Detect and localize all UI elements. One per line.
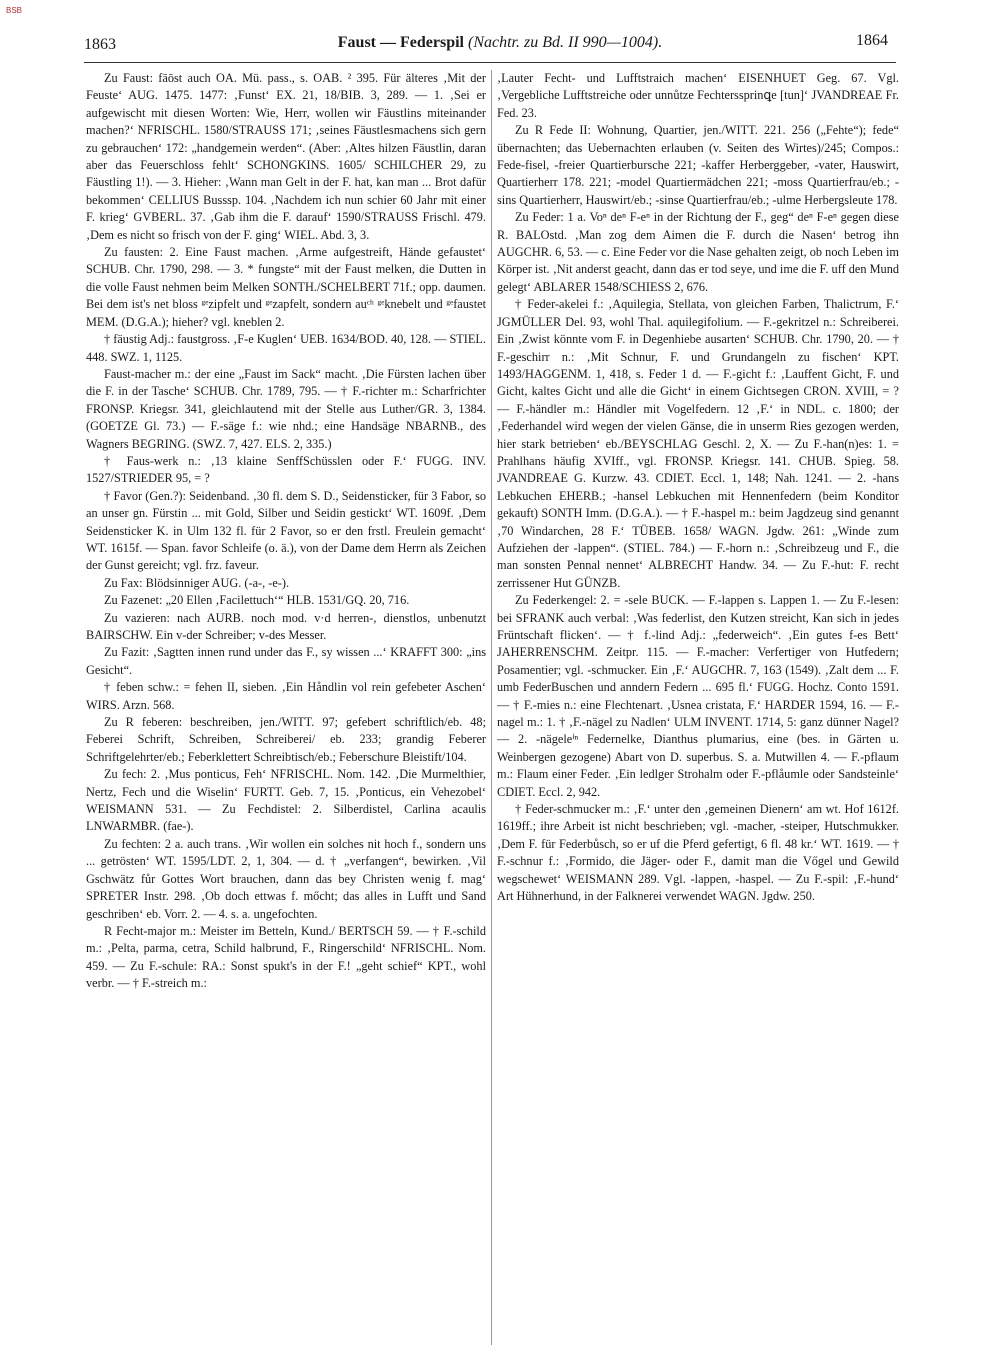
entry-feder: Zu Feder: 1 a. Voⁿ deⁿ F-eⁿ in der Richtung der F., geg“ deⁿ F-eⁿ gegen diese R. BALOstd. ‚Man zog dem Aimen die F. durch die Nasen‘ betrog ihn AUGCHR. 6, 53. — c. Eine Feder vor die Nase gehalten zeigt, ob noch Leben im Körper ist. ‚Nit anderst geacht, dann das er tod seye, und ime die F. uff den Mund gelegt‘ ABLARER 1548/SCHIESS 2, 676. <box>497 210 899 294</box>
entry-vazieren: Zu vazieren: nach AURB. noch mod. v·d herren-, dienstlos, unbenutzt BAIRSCHW. Ein v-der Schreiber; v-des Messer. <box>86 610 486 642</box>
entry-fecht-streich-cont: ‚Lauter Fecht- und Lufftstraich machen‘ EISENHUET Geg. 67. Vgl. ‚Vergebliche Lufftstreiche oder unnůtze Fechterssprinꝗe [tun]‘ JVANDREAE Fr. Fed. 23. <box>497 71 899 120</box>
entry-fax: Zu Fax: Blödsinniger AUG. (-a-, -e-). <box>104 575 290 590</box>
entry-faus-werk: † Faus-werk n.: ‚13 klaine SenffSchüsslen oder F.‘ FUGG. INV. 1527/STRIEDER 95, = ? <box>86 453 486 486</box>
entry-faeustig: † fäustig Adj.: faustgross. ‚F-e Kuglen‘ UEB. 1634/BOD. 40, 128. — STIEL. 448. SWZ. 1, 1125. <box>86 332 486 364</box>
right-column <box>497 70 899 1350</box>
entry-fech: Zu fech: 2. ‚Mus ponticus, Feh‘ NFRISCHL. Nom. 142. ‚Die Murmelthier, Nertz, Fech und die Wiselin‘ FURTT. Geb. 7, 15. ‚Ponticus, ein Vehezobel‘ WEISMANN 531. — Zu Fechdistel: 2. Silberdistel, Carlina acaulis LNWARMBR. (fae-). <box>86 767 486 834</box>
entry-feben: † feben schw.: = fehen II, sieben. ‚Ein Håndlin vol rein gefebeter Aschen‘ WIRS. Arzn. 568. <box>86 680 486 712</box>
entry-faust-macher: Faust-macher m.: der eine „Faust im Sack“ macht. ‚Die Fürsten lachen über die F. in der Tasche‘ SCHUB. Chr. 1789, 795. — † F.-richter m.: Scharfrichter FRONSP. Kriegsr. 341, gleichlautend mit der Stelle aus Luther/GR. 3, 1384. (GOETZE Gl. 73.) — F.-säge f.: wie nhd.; eine Handsäge NBARNB., des Wagners BEGRING. (SWZ. 7, 427. ELS. 2, 335.) <box>86 366 486 451</box>
page-number-left: 1863 <box>84 36 116 53</box>
running-title-main: Faust — Federspil <box>337 34 464 51</box>
header-rule <box>84 62 896 63</box>
entry-faust: Zu Faust: fāōst auch OA. Mü. pass., s. OAB. ² 395. Für älteres ‚Mit der Feuste‘ AUG. 1475. 1477: ‚Funst‘ EX. 21, 18/BIB. 3, 289. — 1. ‚Sei er aufgewischt mit diesen Worten: Wie, Herr, wollen wir Fäustlins miteinander machen?‘ NFRISCHL. 1580/STRAUSS 171; ‚seines Fäustlesmachens sich gern zu gebrauchen‘ 172: „handgemein werden“. (Aber: ‚Altes hilzen Fäustlin, daran aber das Feuerschloss fehlt‘ SCHONGKINS. 1605/ SCHILCHER 29, zu Fäustling 1!). — 3. Hieher: ‚Wann man Gelt in der F. hat, kan man ... Brot dafür bekommen‘ CELLIUS Busssp. 104. ‚Nachdem ich nun schier 60 Jahr mit einer F. krieg‘ GVBERL. 37. ‚Gab ihm die F. darauf‘ 1590/STRAUSS Frischl. 479. ‚Dem es nicht so frisch von der F. ging‘ WIEL. Abd. 3, 3. <box>86 71 486 242</box>
entry-federkengel: Zu Federkengel: 2. = -sele BUCK. — F.-lappen s. Lappen 1. — Zu F.-lesen: bei SFRANK auch verbal: ‚Was federlist, den Kutzen streicht, Kan sich in jedes Früntschaft flicken‘. — † f.-lind Adj.: „federweich“. ‚Ein gutes f-es Bett‘ JAHERRENSCHM. Zeitpr. 115. — F.-macher: Verfertiger von Hutfedern; Posamentier; vgl. -schmucker. Ein ‚F.‘ AUGCHR. 7, 163 (1549). ‚Zalt dem ... F. umb FederBuschen und anndern Federn ... 695 fl.‘ FUGG. Hochz. Conto 1591. — † F.-mies n.: eine Flechtenart. ‚Usnea cristata, F.‘ HARDER 1594, 16. — F.-nagel m.: 1. † ‚F.-nägel zu Nadlen‘ ULM INVENT. 1714, 5: ganz dünner Nagel? — 2. -nägeleⁱⁿ Federnelke, Dianthus plumarius, eine (bes. in Gärten u. Weinbergen gezogene) Abart von D. superbus. S. a. Mutwillen 4. — F.-pflaum m.: Flaum einer Feder. ‚Ein ledlger Strohalm oder F.-pflåumle oder Sandsteinle‘ CDIET. Eccl. 2, 942. <box>497 593 899 799</box>
entry-fede: Zu R Fede II: Wohnung, Quartier, jen./WITT. 221. 256 („Fehte“); fede“ übernachten; das Uebernachten erlauben (v. Seiten des Wirtes)/245; Compos.: Fede-fisel, -freier Quartierbursche 221; -kaffer Herberggeber, -vater, Hauswirt, Quartierherr 178. 221; -model Quartiermädchen 221; -moss Quartierfrau/eb.; -sins Quartierherr, Hauswirt/eb.; -sinse Quartierfrau/eb.; -ulme Herbergsleute 178. <box>497 123 899 207</box>
running-title <box>0 34 1000 52</box>
entry-feder-akelei: † Feder-akelei f.: ‚Aquilegia, Stellata, von gleichen Farben, Thalictrum, F.‘ JGMÜLLER Del. 93, wohl Thal. aquilegifolium. — F.-gekritzel n.: Schreiberei. Ein ‚Zwist könnte vom F. in Degenhiebe ausarten‘ SCHUB. Chr. 1790, 20. — † F.-geschirr n.: ‚Mit Schnur, F. und Grundangeln zu fischen‘ KPT. 1493/HAGGENM. 1, 418, s. Feder 1 d. — F.-gicht f.: ‚Lauffent Gicht, F. und Gicht, kaltes Gicht und alle die Gicht‘ in einem Gichtsegen CRON. XVIII, = ? — F.-händler m.: Händler mit Vogelfedern. 12 ‚F.‘ in NDL. c. 1800; der ‚Federhandel wird wegen der vielen Gänse, die in unserm Ries gezogen werden, hier stark betrieben‘ eb./BEYSCHLAG Geschl. 2, X. — Zu F.-han(n)es: 1. = Prahlhans häufig XVIff., vgl. FRONSP. Kriegsr. 141. CHUB. Spieg. 58. JVANDREAE G. Kurzw. 43. CDIET. Eccl. 1, 148; Nah. 1241. — 2. -hans Lebkuchen EHERB.; -hansel Lebkuchen mit Hennenfedern (beim Konditor gekauft) SONTH Imm. (D.G.A.). — † F.-haspel m.: beim Jagdzeug sind genannt ‚70 Windarchen, 28 F.‘ TÜBEB. 1658/ WAGN. Jgdw. 261: „Winde zum Aufziehen der -lappen“. (STIEL. 784.) — F.-horn n.: ‚Schreibzeug und F., die man sonsten Pennal nennet‘ ALBRECHT Handw. 34. — Zu F.-hut: F. recht zerrissener Hut GÜNZB. <box>497 297 899 590</box>
column-divider <box>491 70 492 1345</box>
entry-fausten: Zu fausten: 2. Eine Faust machen. ‚Arme aufgestreift, Hände gefaustet‘ SCHUB. Chr. 1790, 298. — 3. * fungste“ mit der Faust melken, die Dutten in die volle Faust nehmen beim Melken SONTH./SCHELBERT 71f.; opp. daumen. Bei dem ist's net bloss ᵍᵉzipfelt und ᵍᵉzapfelt, sondern auᶜʰ ᵍᵉknebelt und ᵍᵉfaustet MEM. (D.G.A.); hieher? vgl. kneblen 2. <box>86 245 486 329</box>
entry-fazit: Zu Fazit: ‚Sagtten innen rund under das F., sy wissen ...‘ KRAFFT 300: „ins Gesicht“. <box>86 645 486 677</box>
entry-fazenet: Zu Fazenet: „20 Ellen ‚Facilettuch‘“ HLB. 1531/GQ. 20, 716. <box>104 593 410 608</box>
entry-fechten: Zu fechten: 2 a. auch trans. ‚Wir wollen ein solches nit hoch f., sondern uns ... getrösten‘ WT. 1595/LDT. 2, 1, 304. — d. † „verfangen“, bewirken. ‚Vil Gschwätz fůr Gottes Wort brauchen, dann das bey Christen wenig f. mag‘ SPRETER Instr. 298. ‚Ob doch ettwas f. mőcht; das alles in Lufft und Sand geschriben‘ eb. Vorr. 2. — 4. s. a. ungefochten. <box>86 836 486 921</box>
entry-fecht-major: R Fecht-major m.: Meister im Betteln, Kund./ BERTSCH 59. — † F.-schild m.: ‚Pelta, parma, cetra, Schild halbrund, F., Ringerschild‘ NFRISCHL. Nom. 459. — Zu F.-schule: RA.: Sonst spukt's in der F.! „geht schief“ KPT., wohl verbr. — † F.-streich m.: <box>86 923 486 991</box>
left-column <box>86 70 486 1350</box>
entry-favor: † Favor (Gen.?): Seidenband. ‚30 fl. dem S. D., Seidensticker, für 3 Fabor, so an unser gn. Fürstin ... mit Gold, Silber und Seidin gestickt‘ WT. 1609f. ‚Dem Seidensticker K. in Ulm 132 fl. für 2 Favor, so er den frstl. Freulein gemacht‘ WT. 1615f. — Span. favor Schleife (o. ä.), von der Dame dem Herrn als Zeichen der Gunst gereicht; vgl. frz. faveur. <box>86 488 486 573</box>
running-title-ref: (Nachtr. zu Bd. II 990—1004). <box>468 34 663 51</box>
entry-feberen: Zu R feberen: beschreiben, jen./WITT. 97; gefebert schriftlich/eb. 48; Feberei Schrift, Schreiben, Schreiberei/ eb. 233; grandig Feberer Schriftgelehrter/eb.; Feberklettert Schreibtisch/eb.; Feberschure Bleistift/104. <box>86 715 486 764</box>
page-number-right: 1864 <box>856 32 888 49</box>
library-stamp: BSB <box>6 6 23 15</box>
entry-feder-schmucker: † Feder-schmucker m.: ‚F.‘ unter den ‚gemeinen Dienern‘ am wt. Hof 1612f. 1619ff.; ihre Arbeit ist nicht beschrieben; vgl. -macher, -steiper, Hutschmukker. ‚Dem F. für Federbůsch, so er uf die Pferd gefertigt, 6 fl. 48 kr.‘ WT. 1619. — † F.-schnur f.: ‚Formido, die Jäger- oder F., damit man die Vőgel und Gewild wegschewet‘ WEISMANN 289. Vgl. -lappen, -haspel. — Zu F.-spil: ‚F.-hund‘ Art Hühnerhund, in der Falknerei verwendet WAGN. Jgdw. 250. <box>497 802 899 904</box>
